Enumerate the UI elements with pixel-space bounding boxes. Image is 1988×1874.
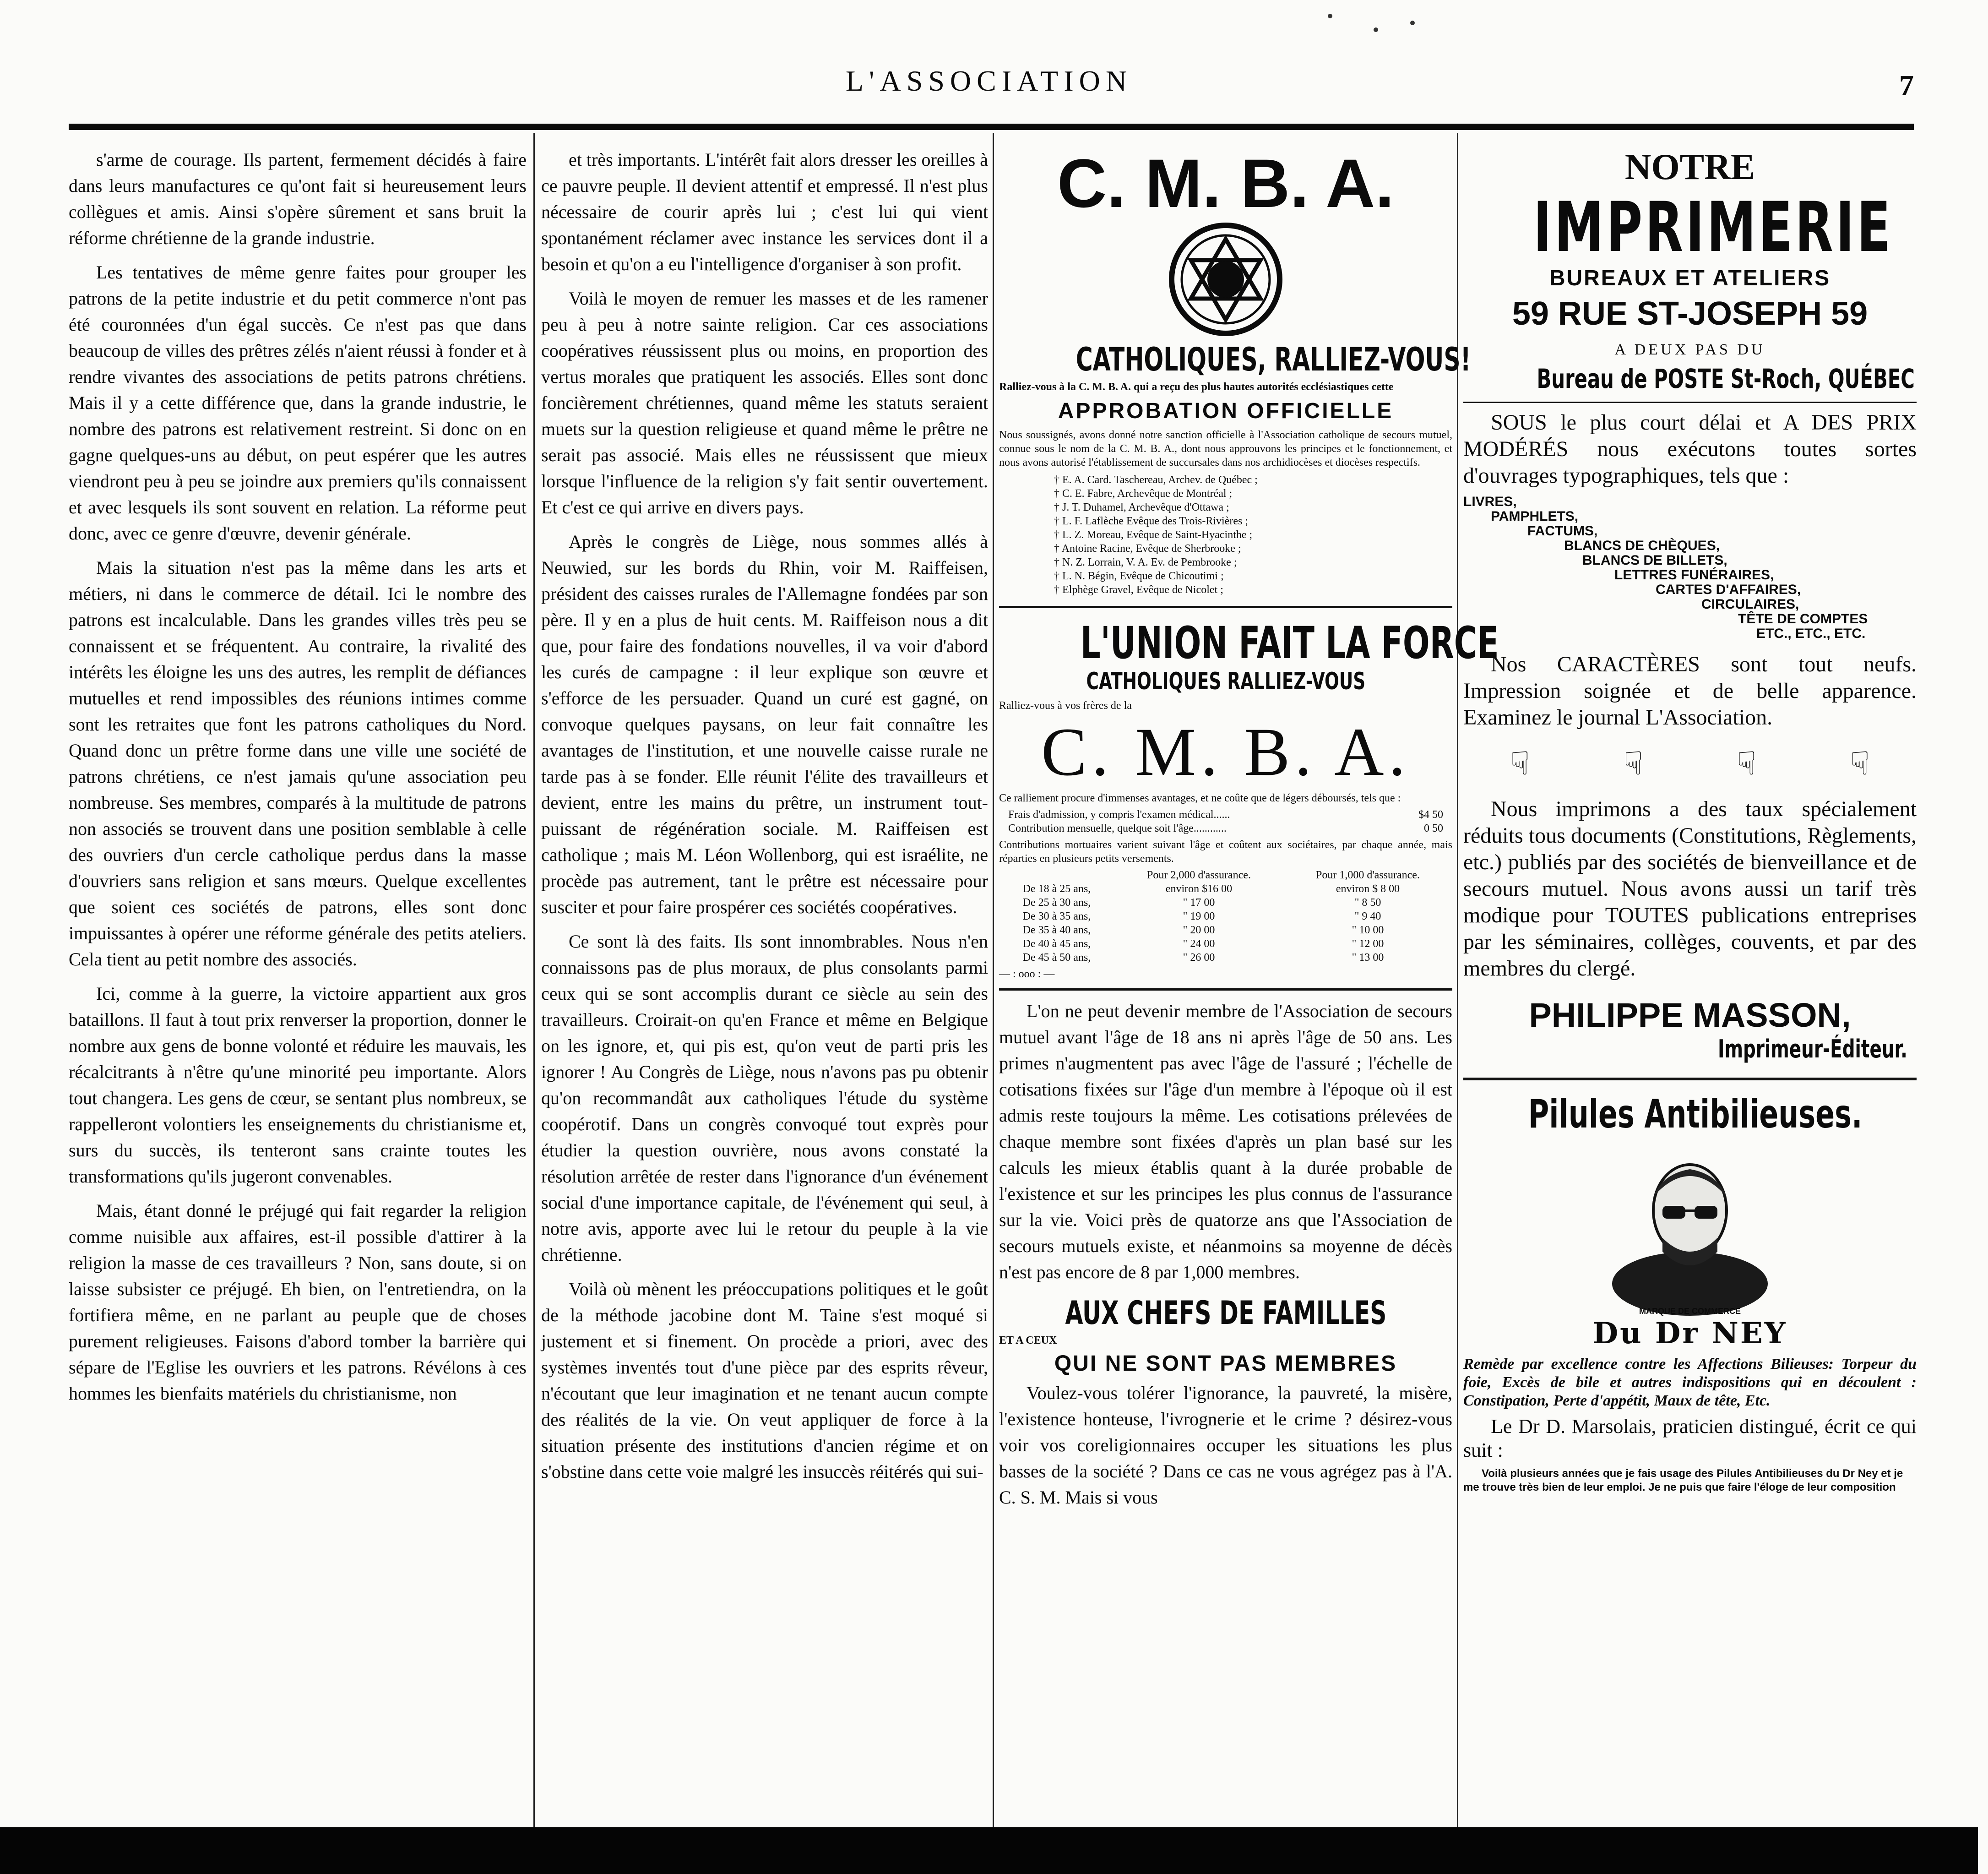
list-item: CARTES D'AFFAIRES, <box>1656 582 1801 597</box>
imprimerie-heading <box>1463 188 1917 266</box>
paragraph: Ce sont là des faits. Ils sont innombrables. Nous n'en connaissons pas de plus moraux, de plus consolants parmi ceux qui se sont accomplis durant ce siècle au sein des travailleurs. Croirait-on qu'en France et même en Belgique on les ignore, et, qui pis est, qu'on veut de parti pris les ignorer ! Au Congrès de Liège, nous n'avons pas pu obtenir qu'on recommandât aux catholiques l'étude du système coopérotif. Dans un congrès convoqué tout exprès pour étudier la question ouvrière, nous avons constaté la résolution arrêtée de rester dans l'ignorance d'un événement social d'une importance capitale, de l'événement qui seul, à notre avis, apporte avec lui le retour du peuple à la vie chrétienne. <box>541 931 988 1265</box>
speckle <box>1374 27 1378 32</box>
table-cell: " 24 00 <box>1183 938 1215 950</box>
table-header-row <box>999 868 1452 882</box>
table-row <box>999 923 1452 937</box>
speckle <box>1410 21 1415 25</box>
intro-text: SOUS le plus court délai et A DES PRIX MODÉRÉS nous exécutons toutes sortes d'ouvrages typographiques, tels que : <box>1463 410 1917 488</box>
cmba-rally-sub: Ralliez-vous à la C. M. B. A. qui a reçu des plus hautes autorités ecclésiastiques cette <box>999 381 1394 393</box>
table-cell: De 40 à 45 ans, <box>1022 938 1091 950</box>
fee-label: Contribution mensuelle, quelque soit l'âge............ <box>1008 823 1227 834</box>
paragraph: Après le congrès de Liège, nous sommes allés à Neuwied, sur les bords du Rhin, voir M. Raiffeisen, président des caisses rurales de l'Allemagne fondées par son père. Il y en a plus de huit cents. M. Raiffeison nous a dit que, pour faire des fondations nouvelles, il va voir d'abord les curés de campagne : il leur explique son œuvre et s'efforce de les persuader. Quand un curé est gagné, on convoque quelques paysans, on leur fait connaître les avantages de l'institution, et une nouvelle caisse rurale ne tarde pas à se fonder. Elle réunit l'élite des travailleurs et devient, entre les mains du prêtre, un instrument tout-puissant de régénération sociale. M. Raiffeisen est catholique ; mais M. Léon Wollenborg, qui est israélite, ne procède pas autrement, tant le prêtre est nécessaire pour susciter et pour faire prospérer ces sociétés coopératives. <box>541 531 988 917</box>
paragraph: Voilà où mènent les préoccupations politiques et le goût de la méthode jacobine dont M. Taine s'est moqué si justement et si finement. On procède a priori, avec des systèmes inventés tout d'une pièce par des esprits rêveur, n'écoutant que leur imagination et ne tenant aucun compte des réalités de la vie. On veut appliquer de force à la situation présente des institutions d'ancien régime et on s'obstine dans cette voie malgré les insuccès réitérés qui sui- <box>541 1279 988 1482</box>
list-item: BLANCS DE CHÈQUES, <box>1564 538 1720 553</box>
advantages-text: Ce ralliement procure d'immenses avantages, et ne coûte que de légers déboursés, tels que : <box>999 792 1401 804</box>
big-cmba: C. M. B. A. <box>1041 714 1411 790</box>
table-row <box>999 896 1452 910</box>
list-item: † L. F. Laflèche Evêque des Trois-Rivières ; <box>1054 515 1248 527</box>
table-row <box>999 882 1452 896</box>
divider <box>1463 402 1917 403</box>
membership-text: L'on ne peut devenir membre de l'Association de secours mutuel avant l'âge de 18 ans ni après l'âge de 50 ans. Les primes n'augmentent pas avec l'âge de l'assuré ; l'échelle de cotisations fixées sur l'âge d'un membre à l'époque où il est admis reste toujours la même. Les cotisations prélevées de chaque membre sont fixées d'après un plan basé sur les calculs les mieux établis quant à la durée probable de l'existence et sur les principes les plus connus de l'assurance sur la vie. Voici près de quatorze ans que l'Association de secours mutuels existe, et néanmoins sa moyenne de décès n'est pas encore de 8 par 1,000 membres. <box>999 1001 1452 1282</box>
list-item: † L. N. Bégin, Evêque de Chicoutimi ; <box>1054 570 1224 582</box>
table-cell: De 45 à 50 ans, <box>1022 952 1091 964</box>
list-item: PAMPHLETS, <box>1491 509 1579 524</box>
service-list <box>1463 495 1917 646</box>
table-header: Pour 1,000 d'assurance. <box>1316 869 1420 881</box>
paragraph: Mais, étant donné le préjugé qui fait regarder la religion comme nuisible aux affaires, est-il possible d'attirer à la religion la masse de ces travailleurs ? Non, sans doute, si on laisse subsister ce préjugé. Eh bien, on l'entretiendra, on la fortifiera même, en ne parlant au peuple que de choses purement religieuses. Faisons d'abord tomber la barrière qui sépare de l'Eglise les ouvriers et les patrons. Révélons à ces hommes les bienfaits matériels du christianisme, non <box>69 1200 527 1404</box>
table-cell: environ $16 00 <box>1165 883 1233 895</box>
divider-text: — : ooo : — <box>999 968 1055 980</box>
fee-row <box>999 808 1452 822</box>
cmba-emblem <box>999 220 1452 341</box>
marsolais-text: Le Dr D. Marsolais, praticien distingué, écrit ce qui suit : <box>1463 1415 1917 1461</box>
et-a-ceux: ET A CEUX <box>999 1335 1057 1346</box>
page-number: 7 <box>1899 69 1914 102</box>
paragraph: Les tentatives de même genre faites pour grouper les patrons de la petite industrie et du petit commerce n'ont pas été couronnées d'un égal succès. Ce n'est pas que dans beaucoup de villes des prêtres zélés n'aient réussi à fonder et à rendre vivantes des associations de petits patrons chrétiens. Mais il y a cette différence que, dans la grande industrie, le nombre des patrons est relativement restreint. Si donc on en gagne quelques-uns au début, on peut espérer que les autres viendront peu à peu se joindre aux premiers qu'ils connaissent et avec lesquels ils sont souvent en relation. La réforme peut donc, avec ce genre d'œuvre, devenir générale. <box>69 262 527 544</box>
paragraph: Voilà le moyen de remuer les masses et de les ramener peu à peu à notre sainte religion. Car ces associations coopératives réussissent plus ou moins, en proportion des vertus morales que pratiquent les associés. Elles sont donc foncièrement chrétiennes, quand même les statuts seraient muets sur la question religieuse et quand même le prêtre ne serait pas associé. Mais elles ne réussissent que mieux lorsque l'influence de la religion s'y fait sentir ouvertement. Et c'est ce qui arrive en divers pays. <box>541 288 988 518</box>
chefs-heading-text: AUX CHEFS DE FAMILLES <box>1065 1294 1386 1332</box>
imprimeur-editeur-text: Imprimeur-Éditeur. <box>1718 1035 1907 1063</box>
testimonial-quote: Voilà plusieurs années que je fais usage des Pilules Antibilieuses du Dr Ney et je me trouve très bien de leur emploi. Je ne puis que faire l'éloge de leur composition <box>1463 1467 1903 1493</box>
masthead-rule <box>69 124 1914 130</box>
table-header: Pour 2,000 d'assurance. <box>1147 869 1251 881</box>
union-heading <box>999 617 1499 669</box>
imprimerie-advertisement <box>1463 147 1917 1827</box>
divider <box>999 988 1452 991</box>
bishops-list <box>999 473 1452 597</box>
list-item: LIVRES, <box>1463 494 1517 509</box>
remede-text: Remède par excellence contre les Affections Bilieuses: Torpeur du foie, Excès de bile et autres indispositions qui en découlent : Constipation, Perte d'appétit, Maux de tête, Etc. <box>1463 1356 1917 1409</box>
list-item: BLANCS DE BILLETS, <box>1582 553 1727 568</box>
cmba-rally-text: CATHOLIQUES, RALLIEZ-VOUS! <box>1075 341 1471 378</box>
divider <box>999 606 1452 608</box>
imprimerie-heading-text: IMPRIMERIE <box>1533 188 1893 267</box>
a-deux-pas: A DEUX PAS DU <box>1614 341 1765 358</box>
paragraph: s'arme de courage. Ils partent, fermement décidés à faire dans leurs manufactures ce qu'ont fait si heureusement leurs collègues et amis. Ainsi s'opère sûrement et sans bruit la réforme chrétienne de la grande industrie. <box>69 149 527 248</box>
list-item: LETTRES FUNÉRAIRES, <box>1614 567 1774 583</box>
list-item: CIRCULAIRES, <box>1701 597 1799 612</box>
table-row <box>999 951 1452 964</box>
table-cell: " 13 00 <box>1352 952 1384 964</box>
cmba-title: C. M. B. A. <box>1057 145 1395 222</box>
table-cell: " 19 00 <box>1183 910 1215 922</box>
list-item: † Antoine Racine, Evêque de Sherbrooke ; <box>1054 543 1241 555</box>
scan-bottom-edge <box>0 1827 1978 1874</box>
union-small: Ralliez-vous à vos frères de la <box>999 700 1132 712</box>
article-column-1 <box>69 147 527 1827</box>
closing-text: Voulez-vous tolérer l'ignorance, la pauvreté, la misère, l'existence honteuse, l'ivrognerie et le crime ? désirez-vous voir vos coreligionnaires occuper les situations les plus basses de la société ? Dans ce cas ne vous agrégez pas à l'A. C. S. M. Mais si vous <box>999 1383 1452 1508</box>
list-item: † E. A. Card. Taschereau, Archev. de Québec ; <box>1054 474 1258 486</box>
union-heading-text: L'UNION FAIT LA FORCE <box>1080 617 1499 669</box>
list-item: FACTUMS, <box>1527 523 1598 539</box>
table-cell: De 18 à 25 ans, <box>1022 883 1091 895</box>
fee-label: Frais d'admission, y compris l'examen médical...... <box>1008 809 1230 821</box>
portrait-image <box>1608 1146 1772 1297</box>
pointing-hand-icon: ☟ <box>1623 745 1643 782</box>
article-column-2 <box>541 147 988 1827</box>
dr-ney-heading: Du Dr NEY <box>1592 1316 1787 1351</box>
table-cell: " 20 00 <box>1183 924 1215 936</box>
fee-row <box>999 822 1452 835</box>
table-row <box>999 910 1452 923</box>
table-cell: " 10 00 <box>1352 924 1384 936</box>
imprimeur-editeur <box>1463 1035 1917 1067</box>
speckle <box>1328 14 1332 18</box>
table-cell: environ $ 8 00 <box>1336 883 1400 895</box>
divider <box>1463 1078 1917 1080</box>
list-item: † C. E. Fabre, Archevêque de Montréal ; <box>1054 488 1233 500</box>
paragraph: Ici, comme à la guerre, la victoire appartient aux gros bataillons. Il faut à tout prix renverser la proportion, donner le nombre aux gens de bonne volonté et réduire les mauvais, les récalcitrants à n'être qu'une minorité peu importante. Alors tout changera. Les gens de cœur, se sentant plus nombreux, se rappelleront volontiers les enseignements du christianisme et, surs du succès, ils tenteront sans crainte toutes les transformations qu'ils jugeront convenables. <box>69 983 527 1187</box>
fees-note: Contributions mortuaires varient suivant l'âge et coûtent aux sociétaires, par chaque année, mais réparties en plusieurs petits versements. <box>999 839 1452 865</box>
union-sub <box>999 668 1452 696</box>
bureau-poste-text: Bureau de POSTE St-Roch, QUÉBEC <box>1537 363 1915 394</box>
table-cell: " 26 00 <box>1183 952 1215 964</box>
taux-text: Nous imprimons a des taux spécialement réduits tous documents (Constitutions, Règlements, etc.) publiés par des sociétés de bienveillance et de secours mutuel. Nous avons aussi un tarif très modique pour TOUTES publications entreprises par les séminaires, collèges, couvents, et par des membres du clergé. <box>1463 797 1917 981</box>
dr-ney-portrait <box>1608 1146 1772 1297</box>
chefs-heading <box>999 1294 1452 1331</box>
bureau-poste <box>1463 363 1917 395</box>
pointing-hand-icon: ☟ <box>1737 745 1757 782</box>
list-item: † N. Z. Lorrain, V. A. Ev. de Pembrooke ; <box>1054 556 1237 568</box>
non-membres: QUI NE SONT PAS MEMBRES <box>1054 1351 1397 1376</box>
table-cell: De 35 à 40 ans, <box>1022 924 1091 936</box>
table-cell: " 12 00 <box>1352 938 1384 950</box>
table-header <box>999 868 1114 882</box>
table-cell: " 8 50 <box>1354 897 1381 909</box>
rates-table <box>999 868 1452 964</box>
table-cell: De 30 à 35 ans, <box>1022 910 1091 922</box>
pointing-hands <box>1463 745 1917 782</box>
masthead: L'ASSOCIATION <box>845 65 1133 97</box>
pilules-heading <box>1463 1091 1917 1137</box>
fee-value: 0 50 <box>1424 823 1443 834</box>
trademark-label: MARQUE DE COMMERCE <box>1639 1307 1741 1316</box>
fee-value: $4 50 <box>1418 809 1443 821</box>
cmba-approbation-text: Nous soussignés, avons donné notre sanction officielle à l'Association catholique de secours mutuel, connue sous le nom de la C. M. B. A., dont nous approuvons les principes et le fonctionnement, et nous avons autorisé l'établissement de succursales dans nos archidiocèses et diocèses respectifs. <box>999 429 1452 468</box>
notre: NOTRE <box>1624 147 1755 187</box>
table-cell: " 9 40 <box>1354 910 1381 922</box>
table-cell: " 17 00 <box>1183 897 1215 909</box>
bureaux-ateliers: BUREAUX ET ATELIERS <box>1549 266 1831 290</box>
pointing-hand-icon: ☟ <box>1850 745 1870 782</box>
masson-name: PHILIPPE MASSON, <box>1529 996 1851 1034</box>
address: 59 RUE ST-JOSEPH 59 <box>1512 295 1868 332</box>
list-item: TÊTE DE COMPTES <box>1738 611 1868 626</box>
union-sub-text: CATHOLIQUES RALLIEZ-VOUS <box>1086 668 1365 695</box>
pilules-heading-text: Pilules Antibilieuses. <box>1528 1091 1863 1137</box>
table-row <box>999 937 1452 951</box>
table-cell: De 25 à 30 ans, <box>1022 897 1091 909</box>
list-item: † J. T. Duhamel, Archevêque d'Ottawa ; <box>1054 501 1229 513</box>
cmba-approbation: APPROBATION OFFICIELLE <box>1058 399 1394 423</box>
list-item: ETC., ETC., ETC. <box>1756 626 1866 641</box>
cmba-rally <box>999 341 1471 378</box>
column-rule <box>1457 133 1458 1827</box>
list-item: † Elphège Gravel, Evêque de Nicolet ; <box>1054 584 1223 596</box>
fees-list <box>999 808 1452 835</box>
caracteres-text: Nos CARACTÈRES sont tout neufs. Impression soignée et de belle apparence. Examinez le journal L'Association. <box>1463 652 1917 730</box>
column-rule <box>993 133 994 1827</box>
pointing-hand-icon: ☟ <box>1510 745 1530 782</box>
column-rule <box>533 133 535 1827</box>
paragraph: Mais la situation n'est pas la même dans les arts et métiers, ni dans le commerce de détail. Ici le nombre des patrons est incalculable. Dans les grandes villes très peu se connaissent et se fréquentent. Au contraire, la rivalité des intérêts les éloigne les uns des autres, les remplit de défiances mutuelles et rend impossibles des réunions intimes comme sont les retraites que font les patrons catholiques du Nord. Quand donc un prêtre forme dans une ville une société de patrons chrétiens, ce n'est jamais qu'une association peu nombreuse. Ses membres, comparés à la multitude de patrons non associés se trouvent dans une position semblable à celle des ouvriers d'un cercle catholique perdus dans la masse d'ouvriers sans religion et sans mœurs. Quelque excellentes que soient ces sociétés de patrons, elles sont donc impuissantes à opérer une réforme générale des petits ateliers. Cela tient au petit nombre des associés. <box>69 557 527 970</box>
paragraph: et très importants. L'intérêt fait alors dresser les oreilles à ce pauvre peuple. Il devient attentif et empressé. Il n'est plus nécessaire de courir après lui ; c'est lui qui vient spontanément réclamer avec instance les services dont il a besoin et qu'on a eu l'intelligence d'organiser à son profit. <box>541 149 988 274</box>
star-emblem-icon <box>1166 220 1285 339</box>
list-item: † L. Z. Moreau, Evêque de Saint-Hyacinthe ; <box>1054 529 1253 541</box>
